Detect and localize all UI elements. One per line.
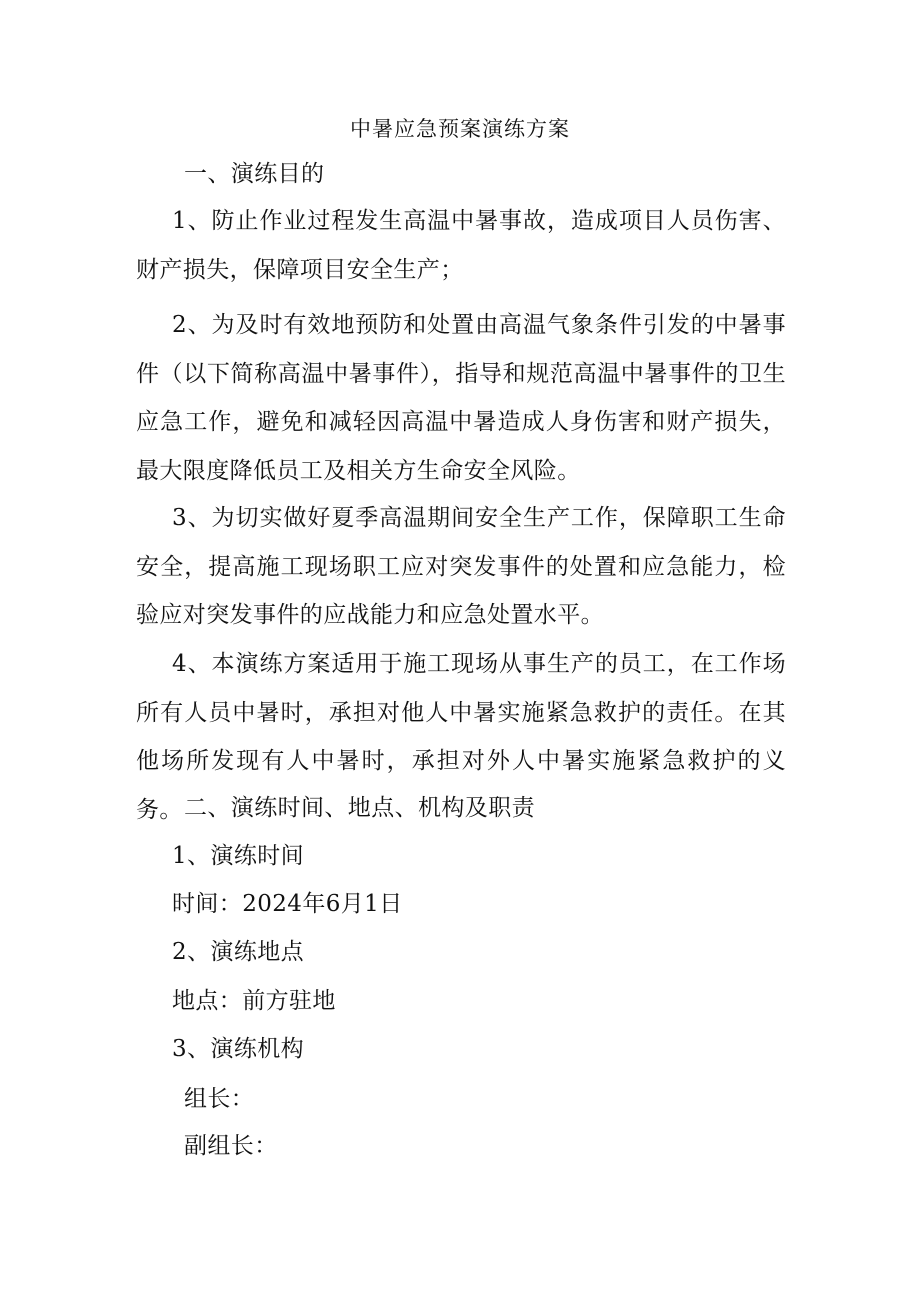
section-heading-purpose: 一、演练目的 xyxy=(184,161,325,187)
organization-heading: 3、演练机构 xyxy=(172,1036,305,1062)
purpose-paragraph-4: 4、本演练方案适用于施工现场从事生产的员工，在工作场所有人员中暑时，承担对他人中暑实施紧急救护的责任。在其他场所发现有人中暑时，承担对外人中暑实施紧急救护的义务。 xyxy=(136,651,786,823)
place-value: 地点：前方驻地 xyxy=(172,988,336,1014)
deputy-leader-label: 副组长： xyxy=(184,1133,278,1159)
purpose-paragraph-3: 3、为切实做好夏季高温期间安全生产工作，保障职工生命安全，提高施工现场职工应对突发事件的处置和应急能力，检验应对突发事件的应战能力和应急处置水平。 xyxy=(136,505,786,628)
section-heading-time-place-org: 二、演练时间、地点、机构及职责 xyxy=(184,795,535,821)
purpose-paragraph-1: 1、防止作业过程发生高温中暑事故，造成项目人员伤害、财产损失，保障项目安全生产； xyxy=(136,208,786,283)
leader-label: 组长： xyxy=(184,1086,255,1112)
place-heading: 2、演练地点 xyxy=(172,939,305,965)
document-title: 中暑应急预案演练方案 xyxy=(350,117,570,141)
purpose-paragraph-2: 2、为及时有效地预防和处置由高温气象条件引发的中暑事件（以下简称高温中暑事件），指导和规范高温中暑事件的卫生应急工作，避免和减轻因高温中暑造成人身伤害和财产损失，最大限度降低员工及相关方生命安全风险。 xyxy=(136,312,786,484)
time-value: 时间：2024年6月1日 xyxy=(172,891,403,917)
time-heading: 1、演练时间 xyxy=(172,843,305,869)
